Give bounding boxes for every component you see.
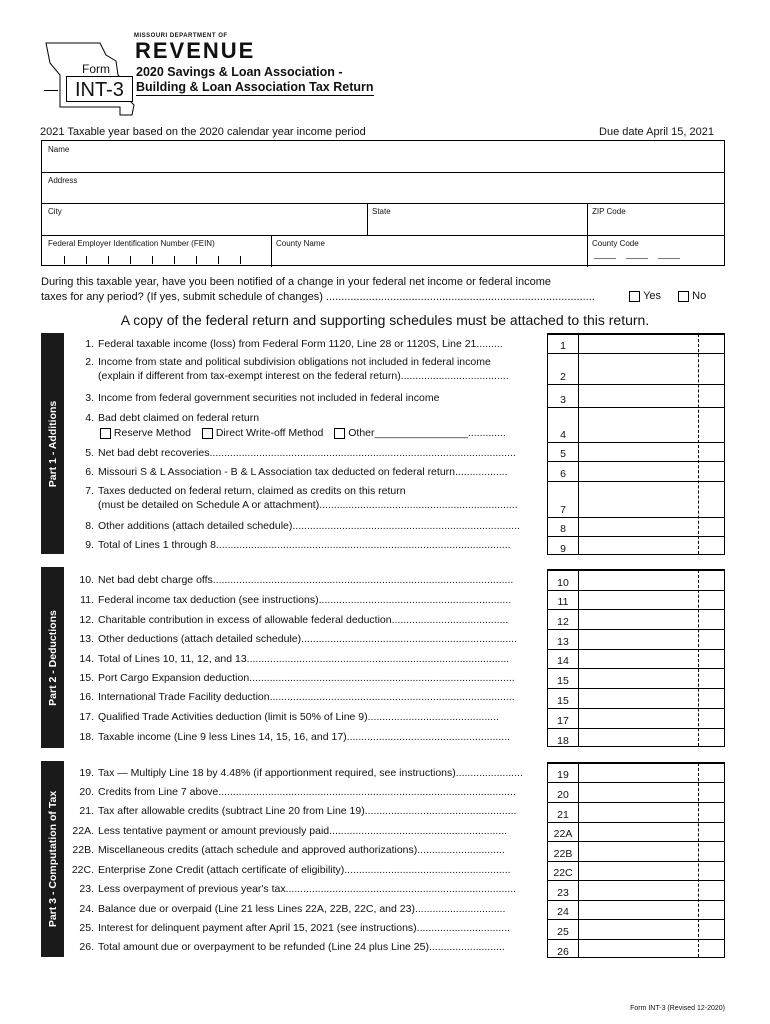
part1-sidebar	[41, 333, 64, 554]
county-name-field[interactable]	[272, 236, 586, 266]
state-label: State	[372, 207, 391, 216]
yes-no-options	[629, 290, 706, 302]
line-14-amount[interactable]: 14	[548, 649, 724, 668]
part3-sidebar	[41, 761, 64, 957]
no-label: No	[692, 290, 707, 303]
line-25-amount[interactable]: 25	[548, 919, 724, 939]
county-code-field[interactable]	[588, 236, 725, 266]
zip-field[interactable]	[588, 204, 725, 234]
yes-checkbox[interactable]	[629, 291, 640, 302]
line-6-amount[interactable]: 6	[548, 461, 724, 481]
line-17-amount[interactable]: 17	[548, 708, 724, 728]
line-22b-amount[interactable]: 22B	[548, 841, 724, 861]
tax-year-text: 2021 Taxable year based on the 2020 calendar year income period	[40, 126, 366, 138]
other-method-label: Other________________.............	[348, 427, 506, 439]
federal-change-question	[41, 275, 595, 305]
state-field[interactable]	[368, 204, 586, 234]
address-field[interactable]	[42, 173, 724, 203]
line-12-amount[interactable]: 12	[548, 609, 724, 629]
part3-answer-column	[547, 762, 725, 958]
line-24-amount[interactable]: 24	[548, 900, 724, 919]
part2-label: Part 2 - Deductions	[46, 609, 59, 706]
line-20-amount[interactable]: 20	[548, 782, 724, 802]
line-3-amount[interactable]: 3	[548, 384, 724, 407]
line-21-amount[interactable]: 21	[548, 802, 724, 822]
taxpayer-info-box	[41, 140, 725, 266]
form-number: INT-3	[66, 76, 133, 102]
form-footer: Form INT-3 (Revised 12-2020)	[630, 1005, 725, 1012]
address-label: Address	[48, 176, 78, 185]
question-line1: During this taxable year, have you been notified of a change in your federal net income or federal income	[41, 276, 551, 288]
line-15-amount[interactable]: 15	[548, 668, 724, 688]
agency-top-text: MISSOURI DEPARTMENT OF	[134, 33, 228, 39]
form-word: Form	[82, 62, 110, 76]
zip-label: ZIP Code	[592, 207, 626, 216]
line-9-amount[interactable]: 9	[548, 536, 724, 556]
form-title-line1: 2020 Savings & Loan Association -	[136, 65, 343, 79]
line-1-amount[interactable]: 1	[548, 334, 724, 353]
part3-label: Part 3 - Computation of Tax	[46, 790, 59, 928]
part2-answer-column	[547, 569, 725, 747]
line-4-amount[interactable]: 4	[548, 407, 724, 442]
header-dash	[44, 90, 58, 91]
line-11-amount[interactable]: 11	[548, 590, 724, 609]
agency-logo-text: REVENUE	[135, 38, 256, 63]
county-code-label: County Code	[592, 239, 639, 248]
form-title-line2: Building & Loan Association Tax Return	[136, 80, 374, 94]
line-5-amount[interactable]: 5	[548, 442, 724, 461]
line-23-amount[interactable]: 23	[548, 880, 724, 900]
yes-label: Yes	[643, 290, 662, 303]
line-26-amount[interactable]: 26	[548, 939, 724, 959]
question-line2: taxes for any period? (If yes, submit schedule of changes) ........................................................................................	[41, 291, 595, 303]
reserve-method-checkbox[interactable]	[100, 428, 111, 439]
direct-writeoff-checkbox[interactable]	[202, 428, 213, 439]
part1-label: Part 1 - Additions	[46, 400, 59, 487]
line-16-amount[interactable]: 15	[548, 688, 724, 708]
line-10-amount[interactable]: 10	[548, 570, 724, 590]
line-13-amount[interactable]: 13	[548, 629, 724, 649]
line-22a-amount[interactable]: 22A	[548, 822, 724, 841]
line-8-amount[interactable]: 8	[548, 517, 724, 536]
direct-writeoff-label: Direct Write-off Method	[215, 427, 324, 439]
part1-answer-column	[547, 333, 725, 555]
name-field[interactable]	[42, 141, 724, 172]
due-date-text: Due date April 15, 2021	[599, 126, 714, 138]
reserve-method-label: Reserve Method	[113, 427, 191, 439]
name-label: Name	[48, 145, 70, 154]
line-18-amount[interactable]: 18	[548, 728, 724, 748]
fein-field[interactable]	[42, 236, 270, 266]
city-field[interactable]	[42, 204, 366, 234]
line-7-amount[interactable]: 7	[548, 481, 724, 517]
city-label: City	[48, 207, 62, 216]
line-2-amount[interactable]: 2	[548, 353, 724, 384]
county-name-label: County Name	[276, 239, 325, 248]
attachment-notice: A copy of the federal return and supporting schedules must be attached to this return.	[120, 312, 650, 328]
line-19-amount[interactable]: 19	[548, 763, 724, 782]
line-22c-amount[interactable]: 22C	[548, 861, 724, 880]
part2-sidebar	[41, 567, 64, 748]
fein-label: Federal Employer Identification Number (FEIN)	[48, 239, 215, 248]
other-method-checkbox[interactable]	[334, 428, 345, 439]
no-checkbox[interactable]	[678, 291, 689, 302]
